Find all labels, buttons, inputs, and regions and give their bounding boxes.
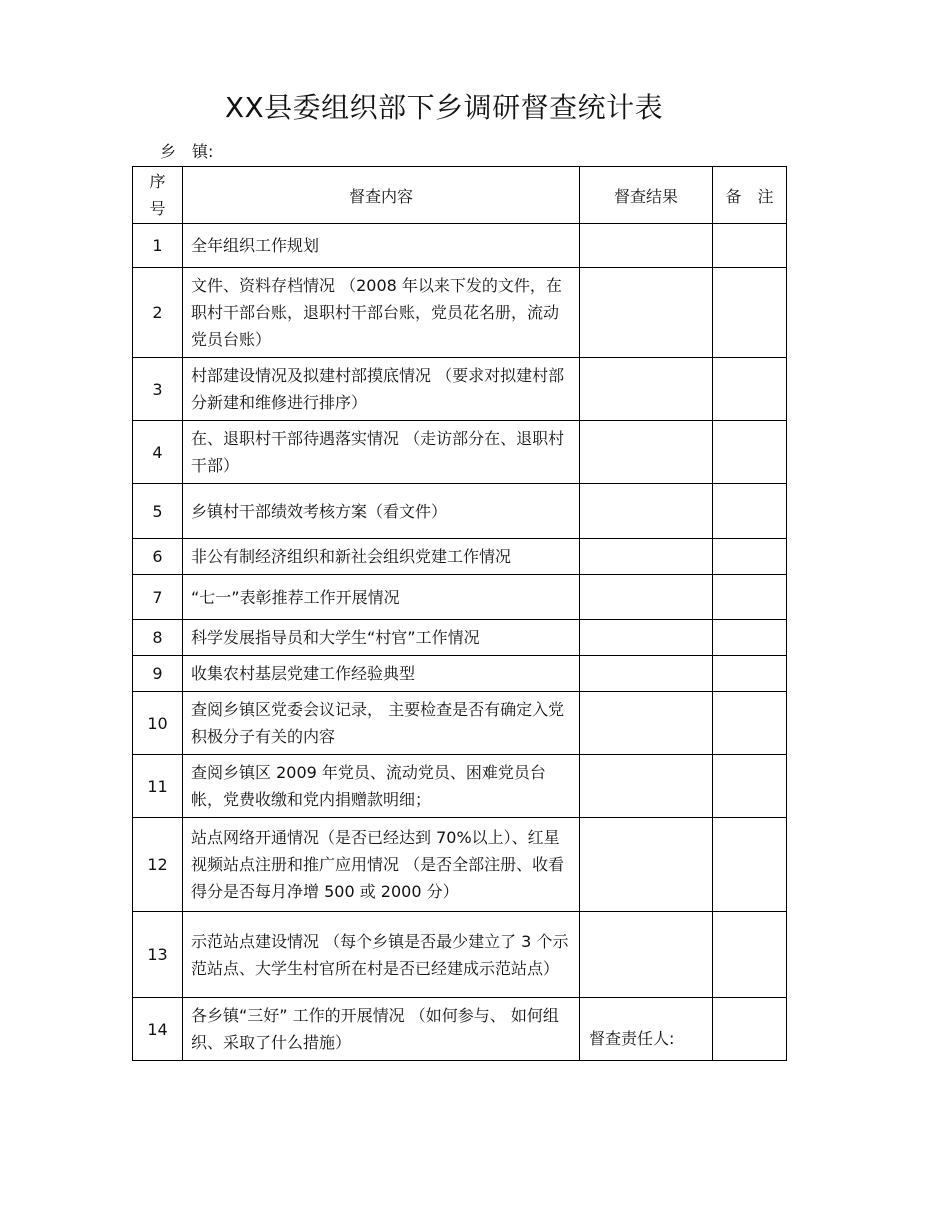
result-cell[interactable] [580, 912, 713, 998]
page-title: XX县委组织部下乡调研督查统计表 [224, 91, 664, 124]
row-number: 5 [133, 484, 183, 539]
result-cell[interactable] [580, 692, 713, 755]
note-cell[interactable] [713, 421, 787, 484]
note-cell[interactable] [713, 224, 787, 268]
row-content: 科学发展指导员和大学生“村官”工作情况 [183, 620, 580, 656]
row-number: 7 [133, 575, 183, 620]
result-cell[interactable] [580, 539, 713, 575]
row-number: 13 [133, 912, 183, 998]
result-cell[interactable] [580, 575, 713, 620]
row-content: 收集农村基层党建工作经验典型 [183, 656, 580, 692]
table-row [133, 484, 787, 539]
row-content: 文件、资料存档情况 （2008 年以来下发的文件，在职村干部台账，退职村干部台账，党员花名册，流动党员台账） [183, 268, 580, 358]
table-row [133, 998, 787, 1061]
table-row [133, 755, 787, 818]
result-cell[interactable] [580, 755, 713, 818]
result-cell[interactable] [580, 224, 713, 268]
row-number: 6 [133, 539, 183, 575]
note-cell[interactable] [713, 912, 787, 998]
table-row [133, 818, 787, 912]
row-content: 查阅乡镇区 2009 年党员、流动党员、困难党员台帐，党费收缴和党内捐赠款明细； [183, 755, 580, 818]
row-number: 8 [133, 620, 183, 656]
row-number: 2 [133, 268, 183, 358]
table-row [133, 358, 787, 421]
table-row [133, 539, 787, 575]
result-cell[interactable] [580, 620, 713, 656]
row-content: 各乡镇“三好” 工作的开展情况 （如何参与、 如何组织、采取了什么措施） [183, 998, 580, 1061]
row-number: 14 [133, 998, 183, 1061]
note-cell[interactable] [713, 998, 787, 1061]
header-result: 督查结果 [580, 167, 713, 224]
row-content: 全年组织工作规划 [183, 224, 580, 268]
row-content: 乡镇村干部绩效考核方案（看文件） [183, 484, 580, 539]
result-cell[interactable] [580, 421, 713, 484]
table-row [133, 656, 787, 692]
note-cell[interactable] [713, 484, 787, 539]
header-note: 备 注 [713, 167, 787, 224]
row-content: 非公有制经济组织和新社会组织党建工作情况 [183, 539, 580, 575]
row-number: 3 [133, 358, 183, 421]
row-content: “七一”表彰推荐工作开展情况 [183, 575, 580, 620]
row-number: 11 [133, 755, 183, 818]
row-content: 示范站点建设情况 （每个乡镇是否最少建立了 3 个示范站点、大学生村官所在村是否已经建成示范站点） [183, 912, 580, 998]
note-cell[interactable] [713, 656, 787, 692]
note-cell[interactable] [713, 620, 787, 656]
table-row [133, 421, 787, 484]
note-cell[interactable] [713, 692, 787, 755]
note-cell[interactable] [713, 755, 787, 818]
row-content: 在、退职村干部待遇落实情况 （走访部分在、退职村干部） [183, 421, 580, 484]
header-content: 督查内容 [183, 167, 580, 224]
row-content: 站点网络开通情况（是否已经达到 70%以上）、红星视频站点注册和推广应用情况 （是否全部注册、收看得分是否每月净增 500 或 2000 分） [183, 818, 580, 912]
table-header-row [133, 167, 787, 224]
township-label: 乡 镇: [160, 142, 214, 161]
note-cell[interactable] [713, 575, 787, 620]
row-content: 查阅乡镇区党委会议记录， 主要检查是否有确定入党积极分子有关的内容 [183, 692, 580, 755]
result-cell[interactable] [580, 268, 713, 358]
table-row [133, 268, 787, 358]
table-row [133, 224, 787, 268]
table-row [133, 692, 787, 755]
row-content: 村部建设情况及拟建村部摸底情况 （要求对拟建村部分新建和维修进行排序） [183, 358, 580, 421]
header-no-label: 序号 [149, 172, 166, 218]
row-number: 12 [133, 818, 183, 912]
row-number: 10 [133, 692, 183, 755]
table-row [133, 620, 787, 656]
result-cell[interactable] [580, 656, 713, 692]
note-cell[interactable] [713, 268, 787, 358]
result-cell[interactable] [580, 484, 713, 539]
row-number: 1 [133, 224, 183, 268]
header-no [133, 167, 183, 224]
inspector-signature-label: 督查责任人: [589, 1029, 675, 1048]
result-cell[interactable] [580, 358, 713, 421]
result-cell[interactable] [580, 818, 713, 912]
row-number: 4 [133, 421, 183, 484]
note-cell[interactable] [713, 358, 787, 421]
note-cell[interactable] [713, 818, 787, 912]
table-row [133, 912, 787, 998]
table-row [133, 575, 787, 620]
row-number: 9 [133, 656, 183, 692]
inspection-table [132, 166, 787, 1061]
note-cell[interactable] [713, 539, 787, 575]
